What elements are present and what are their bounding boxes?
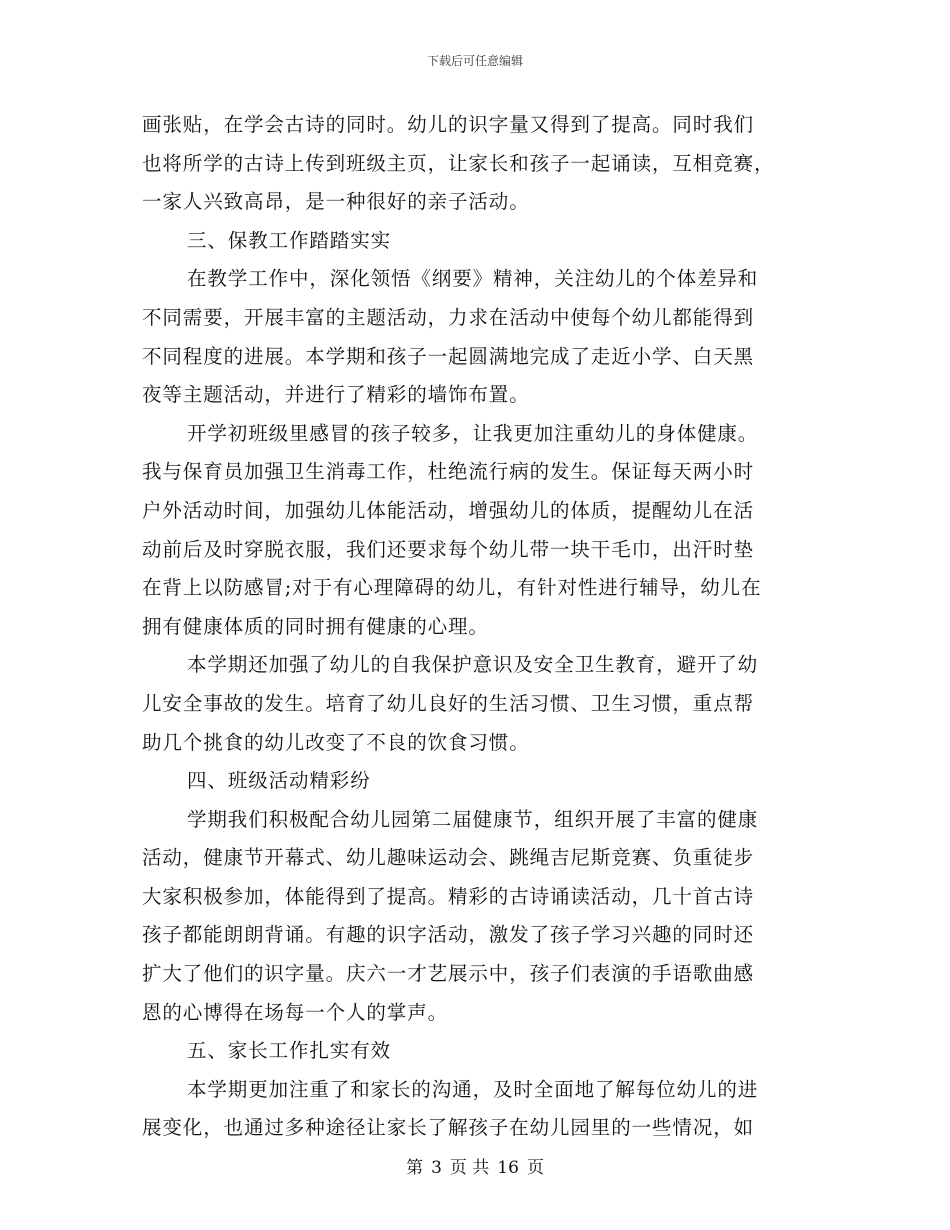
text-line: 也将所学的古诗上传到班级主页，让家长和孩子一起诵读，互相竞赛， (142, 151, 775, 175)
text-line: 恩的心博得在场每一个人的掌声。 (142, 1000, 449, 1024)
text-line: 画张贴，在学会古诗的同时。幼儿的识字量又得到了提高。同时我们 (142, 113, 755, 136)
text-line: 三、保教工作踏踏实实 (187, 228, 392, 252)
text-line: 活动，健康节开幕式、幼儿趣味运动会、跳绳吉尼斯竞赛、负重徒步 (142, 846, 755, 870)
text-line: 不同程度的进展。本学期和孩子一起圆满地完成了走近小学、白天黑 (142, 344, 755, 368)
text-line: 在教学工作中，深化领悟《纲要》精神，关注幼儿的个体差异和 (187, 267, 759, 291)
footer-suffix: 页 (526, 1158, 544, 1178)
text-line: 助几个挑食的幼儿改变了不良的饮食习惯。 (142, 730, 530, 754)
page-footer (0, 1153, 950, 1178)
document-body (142, 106, 808, 1148)
page-header-note: 下载后可任意编辑 (426, 54, 523, 68)
text-line: 动前后及时穿脱衣服，我们还要求每个幼儿带一块干毛巾，出汗时垫 (142, 537, 755, 561)
text-line: 夜等主题活动，并进行了精彩的墙饰布置。 (142, 383, 530, 407)
text-line: 孩子都能朗朗背诵。有趣的识字活动，激发了孩子学习兴趣的同时还 (142, 923, 755, 947)
text-line: 我与保育员加强卫生消毒工作，杜绝流行病的发生。保证每天两小时 (142, 460, 755, 484)
text-line: 不同需要，开展丰富的主题活动，力求在活动中使每个幼儿都能得到 (142, 305, 755, 329)
footer-middle: 页 共 (449, 1158, 490, 1178)
footer-page-number: 3 (431, 1158, 442, 1178)
footer-prefix: 第 (406, 1158, 424, 1178)
text-line: 在背上以防感冒;对于有心理障碍的幼儿，有针对性进行辅导，幼儿在 (142, 576, 762, 600)
text-line: 展变化，也通过多种途径让家长了解孩子在幼儿园里的一些情况，如 (142, 1116, 755, 1140)
text-line: 大家积极参加，体能得到了提高。精彩的古诗诵读活动，几十首古诗 (142, 884, 755, 908)
text-line: 本学期更加注重了和家长的沟通，及时全面地了解每位幼儿的进 (187, 1077, 759, 1101)
text-line: 本学期还加强了幼儿的自我保护意识及安全卫生教育，避开了幼 (187, 653, 759, 677)
footer-total-pages: 16 (497, 1158, 519, 1178)
text-line: 户外活动时间，加强幼儿体能活动，增强幼儿的体质，提醒幼儿在活 (142, 498, 755, 522)
text-line: 学期我们积极配合幼儿园第二届健康节，组织开展了丰富的健康 (187, 807, 759, 831)
text-line: 扩大了他们的识字量。庆六一才艺展示中，孩子们表演的手语歌曲感 (142, 962, 755, 986)
text-line: 四、班级活动精彩纷 (187, 769, 371, 793)
text-line: 开学初班级里感冒的孩子较多，让我更加注重幼儿的身体健康。 (187, 421, 759, 445)
text-line: 儿安全事故的发生。培育了幼儿良好的生活习惯、卫生习惯，重点帮 (142, 691, 755, 715)
text-line: 拥有健康体质的同时拥有健康的心理。 (142, 614, 489, 638)
text-line: 一家人兴致高昂，是一种很好的亲子活动。 (142, 190, 530, 214)
text-line: 五、家长工作扎实有效 (187, 1039, 392, 1063)
